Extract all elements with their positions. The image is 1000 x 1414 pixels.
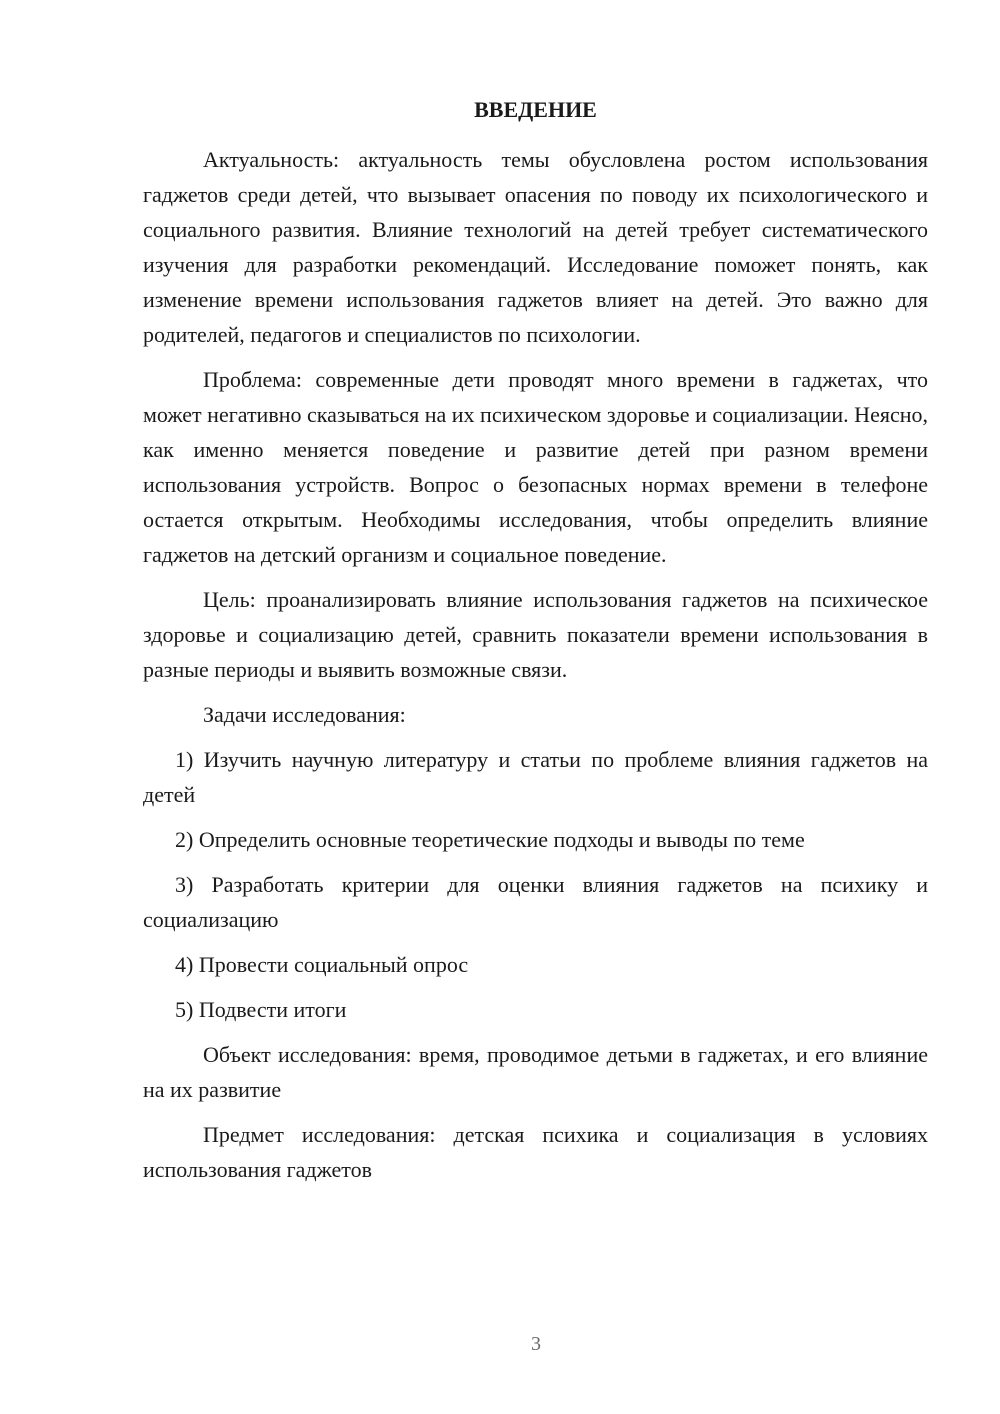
task-item-3: 3) Разработать критерии для оценки влияния гаджетов на психику и социализацию bbox=[143, 872, 928, 932]
object-paragraph: Объект исследования: время, проводимое детьми в гаджетах, и его влияние на их развитие bbox=[143, 1042, 928, 1102]
subject-paragraph: Предмет исследования: детская психика и социализация в условиях использования гаджетов bbox=[143, 1122, 928, 1182]
problem-paragraph: Проблема: современные дети проводят много времени в гаджетах, что может негативно сказываться на их психическом здоровье и социализации. Неясно, как именно меняется поведение и развитие детей при разном времени использования устройств. Вопрос о безопасных нормах времени в телефоне остается открытым. Необходимы исследования, чтобы определить влияние гаджетов на детский организм и социальное поведение. bbox=[143, 367, 928, 567]
goal-paragraph: Цель: проанализировать влияние использования гаджетов на психическое здоровье и социализацию детей, сравнить показатели времени использования в разные периоды и выявить возможные связи. bbox=[143, 587, 928, 682]
page-number: 3 bbox=[531, 1333, 541, 1355]
document-page bbox=[143, 92, 928, 1197]
task-item-5: 5) Подвести итоги bbox=[175, 997, 347, 1022]
task-item-4: 4) Провести социальный опрос bbox=[175, 952, 469, 977]
tasks-heading: Задачи исследования: bbox=[203, 702, 406, 727]
task-item-1: 1) Изучить научную литературу и статьи по проблеме влияния гаджетов на детей bbox=[143, 747, 928, 807]
section-title: ВВЕДЕНИЕ bbox=[474, 97, 597, 122]
task-item-2: 2) Определить основные теоретические подходы и выводы по теме bbox=[175, 827, 805, 852]
relevance-paragraph: Актуальность: актуальность темы обусловлена ростом использования гаджетов среди детей, что вызывает опасения по поводу их психологического и социального развития. Влияние технологий на детей требует систематического изучения для разработки рекомендаций. Исследование поможет понять, как изменение времени использования гаджетов влияет на детей. Это важно для родителей, педагогов и специалистов по психологии. bbox=[143, 147, 928, 347]
